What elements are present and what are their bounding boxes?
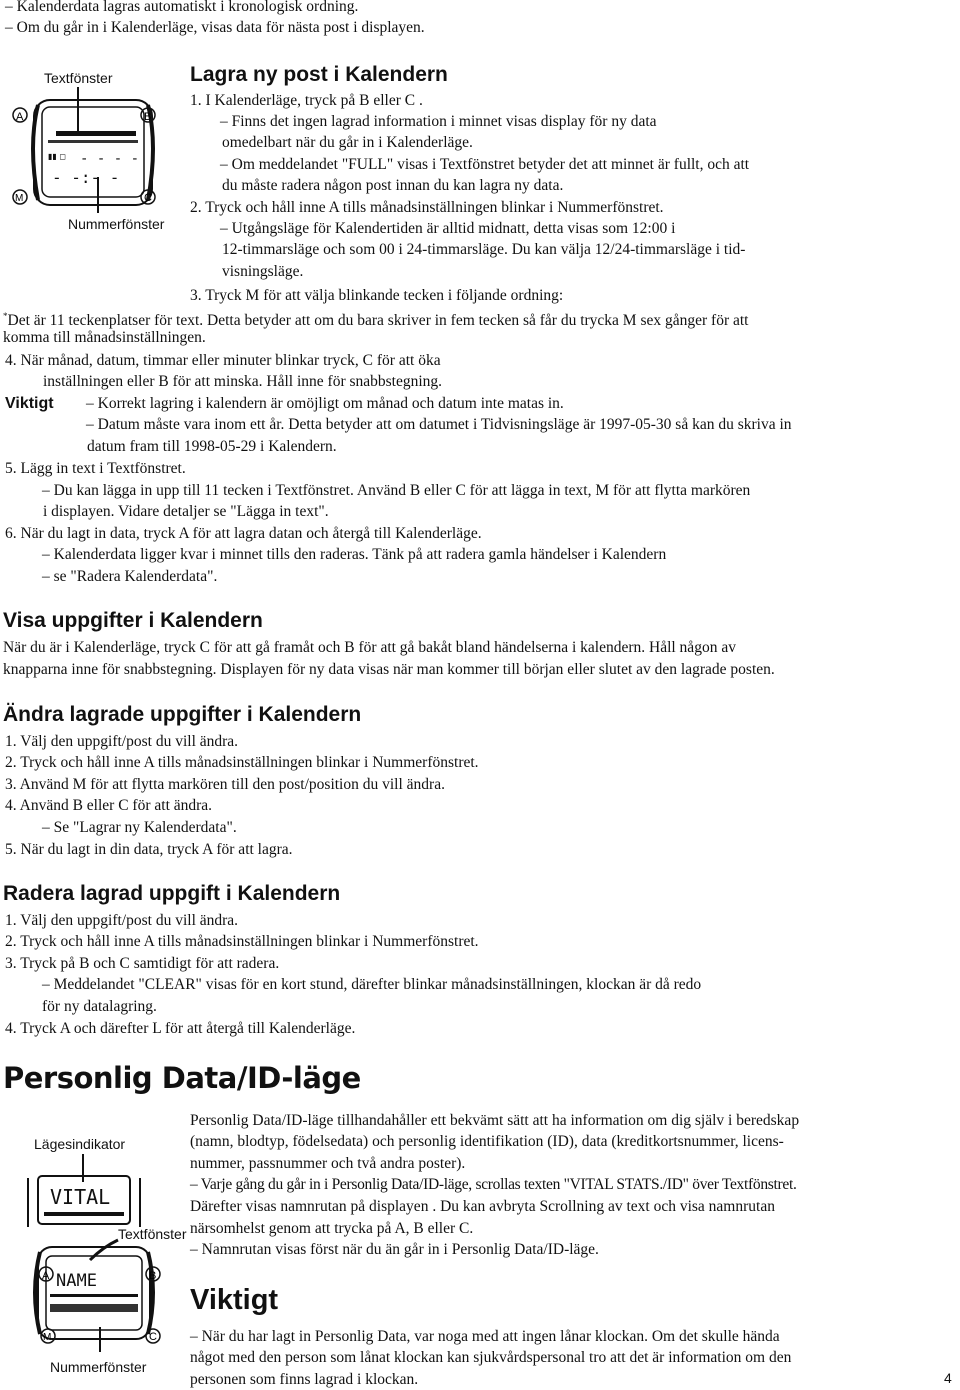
s1-line: datum fram till 1998-05-29 i Kalendern. — [87, 438, 337, 455]
label-lagesindikator: Lägesindikator — [34, 1136, 126, 1152]
s5-line: Personlig Data/ID-läge tillhandahåller ett bekvämt sätt att ha information om dig själv i beredskap — [190, 1112, 800, 1129]
s1-line: – Datum måste vara inom ett år. Detta betyder att om datumet i Tidvisningsläge är 1997-05-30 så kan du skriva in — [86, 416, 792, 433]
footnote-marker: * — [3, 311, 8, 321]
s6-line: något med den person som lånat klockan kan sjukvårdspersonal tro att det är information om den — [190, 1349, 792, 1366]
s4-line: för ny datalagring. — [42, 998, 157, 1015]
s1-line: 2. Tryck och håll inne A tills månadsinställningen blinkar i Nummerfönstret. — [190, 199, 664, 216]
lcd-text-vital: VITAL — [50, 1185, 111, 1209]
section-title-radera: Radera lagrad uppgift i Kalendern — [3, 882, 341, 905]
s4-line: 2. Tryck och håll inne A tills månadsinställningen blinkar i Nummerfönstret. — [5, 933, 479, 950]
s5-line: – Namnrutan visas först när du än går in i Personlig Data/ID-läge. — [190, 1241, 599, 1258]
s2-line: När du är i Kalenderläge, tryck C för att gå framåt och B för att gå bakåt bland händelserna i kalendern. Håll någon av — [3, 639, 736, 656]
button-c-label: C — [144, 192, 152, 204]
s5-line: – Varje gång du går in i Personlig Data/ID-läge, scrollas texten "VITAL STATS./ID" över Textfönstret. — [190, 1176, 797, 1193]
s1-line: 3. Tryck M för att välja blinkande tecken i följande ordning: — [190, 287, 564, 304]
s4-line: 3. Tryck på B och C samtidigt för att radera. — [5, 955, 280, 972]
footnote-text: Det är 11 teckenplatser för text. Detta betyder att om du bara skriver in fem tecken så får du trycka M sex gånger för att — [7, 312, 749, 330]
s1-line: – Du kan lägga in upp till 11 tecken i Textfönstret. Använd B eller C för att lägga in text, M för att flytta markören — [42, 482, 751, 499]
s1-line: – Kalenderdata ligger kvar i minnet tills den raderas. Tänk på att radera gamla händelser i Kalendern — [42, 546, 667, 563]
s1-line: i displayen. Vidare detaljer se "Lägga in text". — [43, 503, 329, 520]
section-title-personlig: Personlig Data/ID-läge — [3, 1061, 361, 1095]
s4-line: 1. Välj den uppgift/post du vill ändra. — [5, 912, 239, 929]
s3-line: 2. Tryck och håll inne A tills månadsinställningen blinkar i Nummerfönstret. — [5, 754, 479, 771]
s5-line: Därefter visas namnrutan på displayen . Du kan avbryta Scrollning av text och visa namnrutan — [190, 1198, 775, 1215]
s1-line: visningsläge. — [222, 263, 304, 280]
svg-text:▮▮ ◻: ▮▮ ◻ — [48, 152, 66, 161]
section-title-visa: Visa uppgifter i Kalendern — [3, 609, 263, 632]
s1-line: 12-timmarsläge och som 00 i 24-timmarsläge. Du kan välja 12/24-timmarsläge i tid- — [222, 241, 746, 258]
s1-line: komma till månadsinställningen. — [3, 329, 206, 346]
s4-line: 4. Tryck A och därefter L för att återgå till Kalenderläge. — [5, 1020, 356, 1037]
viktigt-label: Viktigt — [5, 395, 54, 412]
s1-line: – Utgångsläge för Kalendertiden är alltid midnatt, detta visas som 12:00 i — [220, 220, 676, 237]
s5-line: närsomhelst genom att trycka på A, B eller C. — [190, 1220, 474, 1237]
button-a-label: A — [16, 111, 24, 123]
watch-diagram — [8, 85, 168, 215]
label-nummerfonster: Nummerfönster — [68, 216, 165, 232]
s1-line: 4. När månad, datum, timmar eller minuter blinkar tryck, C för att öka — [5, 352, 441, 369]
button-b-label: B — [149, 1270, 157, 1282]
s3-line: 1. Välj den uppgift/post du vill ändra. — [5, 733, 239, 750]
button-a-label: A — [42, 1270, 50, 1282]
s1-line: 6. När du lagt in data, tryck A för att lagra datan och återgå till Kalenderläge. — [5, 525, 482, 542]
label-textfonster: Textfönster — [118, 1226, 187, 1242]
watch-diagram — [8, 1152, 178, 1357]
button-b-label: B — [144, 111, 152, 123]
lcd-text-name: NAME — [56, 1271, 97, 1291]
s6-line: personen som finns lagrad i klockan. — [190, 1371, 419, 1388]
s1-line: omedelbart när du går in i Kalenderläge. — [222, 134, 473, 151]
button-c-label: C — [149, 1331, 157, 1343]
s1-line: inställningen eller B för att minska. Håll inne för snabbstegning. — [43, 373, 443, 390]
svg-text:- -:- -: - -:- - — [52, 168, 120, 187]
button-m-label: M — [15, 193, 24, 204]
button-m-label: M — [43, 1332, 52, 1343]
intro-line-2: – Om du går in i Kalenderläge, visas data för nästa post i displayen. — [5, 19, 425, 36]
s5-line: nummer, passnummer och två andra poster). — [190, 1155, 466, 1172]
s5-line: (namn, blodtyp, födelsedata) och personlig identifikation (ID), data (kreditkortsnummer, licens- — [190, 1133, 784, 1150]
section-title-lagra: Lagra ny post i Kalendern — [190, 63, 448, 86]
s3-line: 5. När du lagt in din data, tryck A för att lagra. — [5, 841, 293, 858]
s4-line: – Meddelandet "CLEAR" visas för en kort stund, därefter blinkar månadsinställningen, klockan är då redo — [42, 976, 702, 993]
s3-line: 4. Använd B eller C för att ändra. — [5, 797, 213, 814]
intro-line-1: – Kalenderdata lagras automatiskt i kronologisk ordning. — [5, 0, 359, 15]
label-textfonster: Textfönster — [44, 70, 113, 86]
s1-line: 5. Lägg in text i Textfönstret. — [5, 460, 186, 477]
s1-line: 1. I Kalenderläge, tryck på B eller C . — [190, 92, 423, 109]
s1-line: – Finns det ingen lagrad information i minnet visas display för ny data — [220, 113, 657, 130]
s6-line: – När du har lagt in Personlig Data, var noga med att ingen lånar klockan. Om det skulle hända — [190, 1328, 780, 1345]
section-title-viktigt: Viktigt — [190, 1284, 279, 1316]
s3-line: 3. Använd M för att flytta markören till den post/position du vill ändra. — [5, 776, 445, 793]
svg-text:- - - -: - - - - — [80, 151, 140, 167]
s1-line: – Korrekt lagring i kalendern är omöjligt om månad och datum inte matas in. — [86, 395, 564, 412]
s2-line: knapparna inne för snabbstegning. Displayen för ny data visas när man kommer till början eller slutet av den lagrade posten. — [3, 661, 775, 678]
section-title-andra: Ändra lagrade uppgifter i Kalendern — [3, 703, 362, 726]
s1-line: – se "Radera Kalenderdata". — [42, 568, 218, 585]
page-number: 4 — [944, 1370, 952, 1386]
s1-line: – Om meddelandet "FULL" visas i Textfönstret betyder det att minnet är fullt, och att — [220, 156, 750, 173]
s1-line: du måste radera någon post innan du kan lagra ny data. — [222, 177, 564, 194]
s3-line: – Se "Lagrar ny Kalenderdata". — [42, 819, 237, 836]
label-nummerfonster: Nummerfönster — [50, 1359, 147, 1375]
